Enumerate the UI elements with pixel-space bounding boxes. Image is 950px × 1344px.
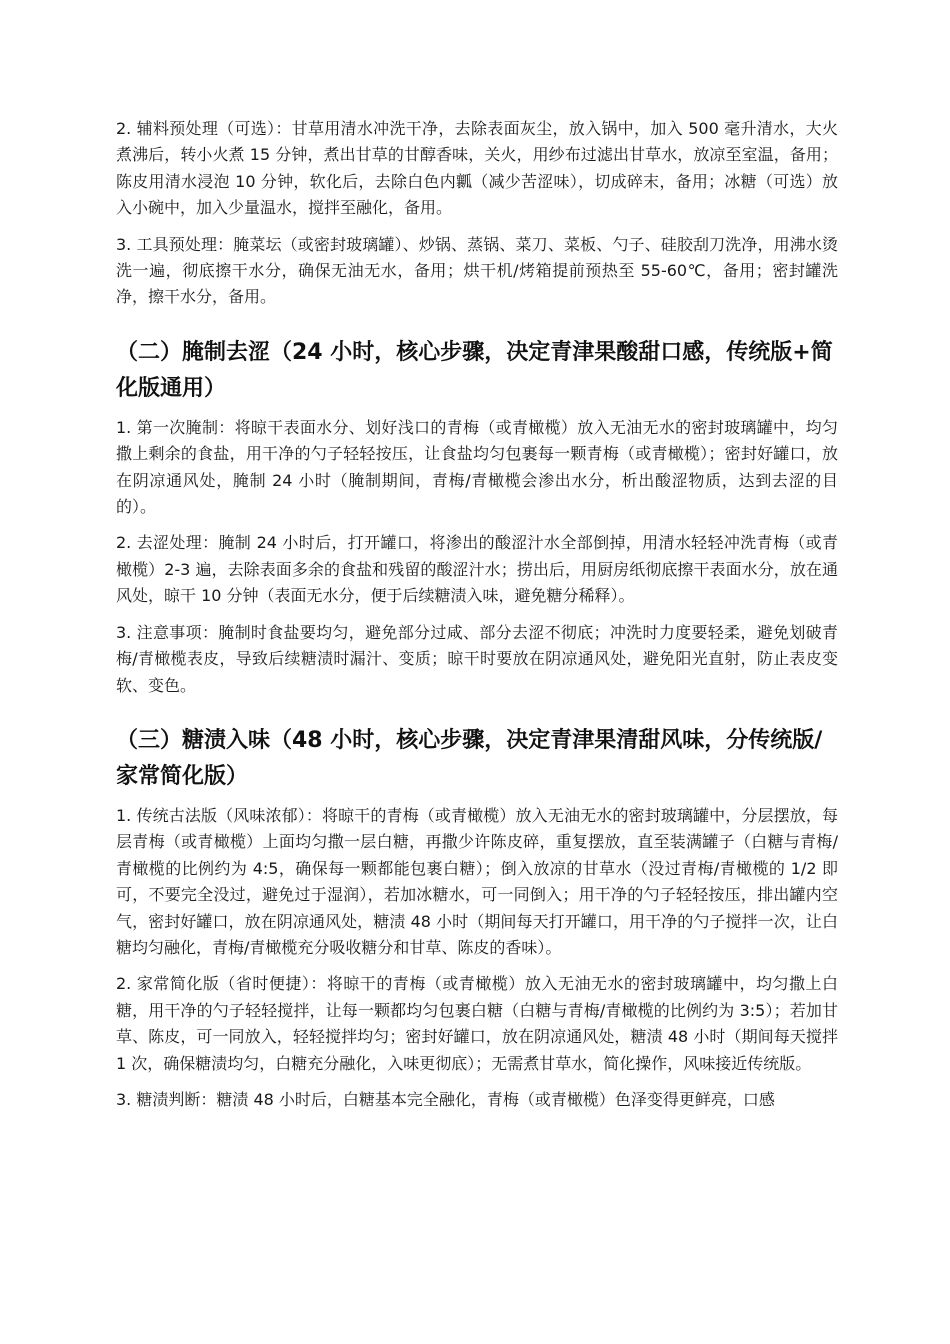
candying-step-2: 2. 家常简化版（省时便捷）：将晾干的青梅（或青橄榄）放入无油无水的密封玻璃罐中，均匀撒上白糖，用干净的勺子轻轻搅拌，让每一颗都均匀包裹白糖（白糖与青梅/青橄榄的比例约为 3:5）；若加甘草、陈皮，可一同放入，轻轻搅拌均匀；密封好罐口，放在阴凉通风处，糖渍 48 小时（期间每天搅拌 1 次，确保糖渍均匀，白糖充分融化，入味更彻底）；无需煮甘草水，简化操作，风味接近传统版。 bbox=[116, 974, 838, 1073]
pickling-step-3: 3. 注意事项：腌制时食盐要均匀，避免部分过咸、部分去涩不彻底；冲洗时力度要轻柔，避免划破青梅/青橄榄表皮，导致后续糖渍时漏汁、变质；晾干时要放在阴凉通风处，避免阳光直射，防止表皮变软、变色。 bbox=[116, 622, 838, 695]
pickling-step-1: 1. 第一次腌制：将晾干表面水分、划好浅口的青梅（或青橄榄）放入无油无水的密封玻璃罐中，均匀撒上剩余的食盐，用干净的勺子轻轻按压，让食盐均匀包裹每一颗青梅（或青橄榄）；密封好罐口，放在阴凉通风处，腌制 24 小时（腌制期间，青梅/青橄榄会渗出水分，析出酸涩物质，达到去涩的目的）。 bbox=[116, 417, 838, 517]
candying-step-3: 3. 糖渍判断：糖渍 48 小时后，白糖基本完全融化，青梅（或青橄榄）色泽变得更鲜亮，口感 bbox=[116, 1089, 775, 1109]
prep-step-2: 2. 辅料预处理（可选）：甘草用清水冲洗干净，去除表面灰尘，放入锅中，加入 500 毫升清水，大火煮沸后，转小火煮 15 分钟，煮出甘草的甘醇香味，关火，用纱布过滤出甘草水，放凉至室温，备用；陈皮用清水浸泡 10 分钟，软化后，去除白色内瓤（减少苦涩味），切成碎末，备用；冰糖（可选）放入小碗中，加入少量温水，搅拌至融化，备用。 bbox=[116, 119, 838, 218]
prep-step-3: 3. 工具预处理：腌菜坛（或密封玻璃罐）、炒锅、蒸锅、菜刀、菜板、勺子、硅胶刮刀洗净，用沸水烫洗一遍，彻底擦干水分，确保无油无水，备用；烘干机/烤箱提前预热至 55-60℃，备用；密封罐洗净，擦干水分，备用。 bbox=[116, 234, 838, 307]
candying-step-1: 1. 传统古法版（风味浓郁）：将晾干的青梅（或青橄榄）放入无油无水的密封玻璃罐中，分层摆放，每层青梅（或青橄榄）上面均匀撒一层白糖，再撒少许陈皮碎，重复摆放，直至装满罐子（白糖与青梅/青橄榄的比例约为 4:5，确保每一颗都能包裹白糖）；倒入放凉的甘草水（没过青梅/青橄榄的 1/2 即可，不要完全没过，避免过于湿润），若加冰糖水，可一同倒入；用干净的勺子轻轻按压，排出罐内空气，密封好罐口，放在阴凉通风处，糖渍 48 小时（期间每天打开罐口，用干净的勺子搅拌一次，让白糖均匀融化，青梅/青橄榄充分吸收糖分和甘草、陈皮的香味）。 bbox=[116, 805, 838, 957]
pickling-step-2: 2. 去涩处理：腌制 24 小时后，打开罐口，将渗出的酸涩汁水全部倒掉，用清水轻轻冲洗青梅（或青橄榄）2-3 遍，去除表面多余的食盐和残留的酸涩汁水；捞出后，用厨房纸彻底擦干表面水分，放在通风处，晾干 10 分钟（表面无水分，便于后续糖渍入味，避免糖分稀释）。 bbox=[116, 533, 838, 606]
section-heading-candying: （三）糖渍入味（48 小时，核心步骤，决定青津果清甜风味，分传统版/家常简化版） bbox=[116, 727, 823, 789]
document-page bbox=[116, 116, 838, 1123]
section-heading-pickling: （二）腌制去涩（24 小时，核心步骤，决定青津果酸甜口感，传统版+简化版通用） bbox=[116, 339, 833, 401]
